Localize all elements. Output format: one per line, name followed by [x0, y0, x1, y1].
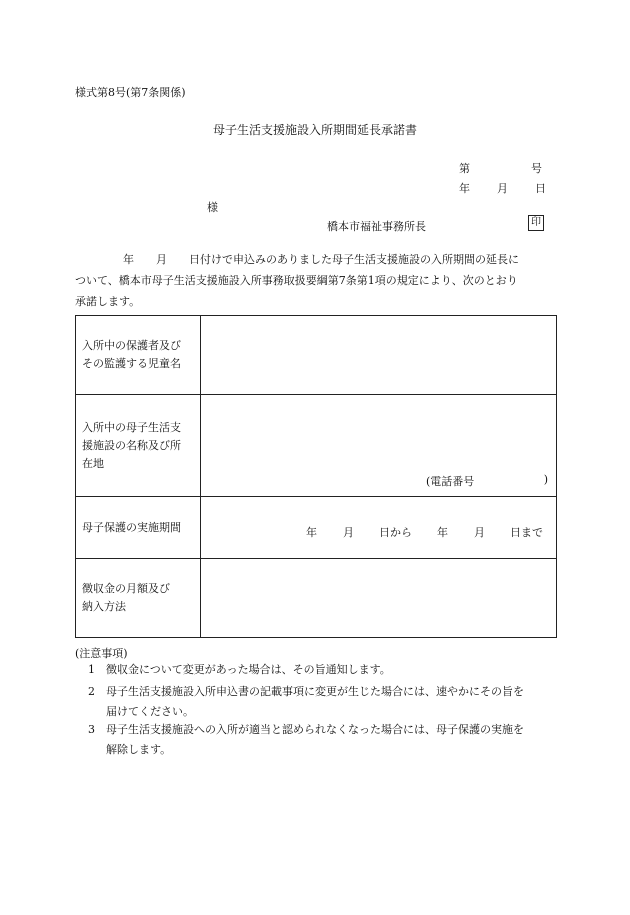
addressee-suffix: 様 [207, 201, 218, 214]
fee-label [76, 559, 201, 638]
note-text: 母子生活支援施設への入所が適当と認められなくなった場合には、母子保護の実施を [106, 723, 524, 736]
period-month1: 月 [343, 526, 354, 539]
document-title: 母子生活支援施設入所期間延長承諾書 [212, 123, 417, 137]
note-number: 1 [88, 663, 95, 676]
guardian-label-line2: その監護する児童名 [82, 357, 181, 370]
body-text [75, 249, 557, 312]
document-number-prefix: 第 [459, 162, 470, 175]
facility-label-line2: 援施設の名称及び所 [82, 438, 181, 452]
phone-label: (電話番号 [426, 475, 475, 488]
details-table [75, 315, 557, 638]
facility-label [76, 395, 201, 497]
note-item-2 [88, 682, 524, 722]
issuer-name: 橋本市福祉事務所長 [327, 220, 426, 233]
table-row-period [76, 497, 557, 559]
table-row-guardian [76, 316, 557, 395]
period-year2: 年 [437, 526, 448, 539]
note-text-continued: 解除します。 [106, 743, 172, 756]
period-value [201, 497, 557, 559]
facility-label-line1: 入所中の母子生活支 [82, 420, 181, 434]
note-text: 徴収金について変更があった場合は、その旨通知します。 [106, 663, 391, 676]
table-row-facility [76, 395, 557, 497]
guardian-label-line1: 入所中の保護者及び [82, 339, 181, 352]
date-month-label: 月 [497, 182, 508, 195]
note-number: 2 [88, 685, 95, 698]
fee-label-line2: 納入方法 [82, 600, 126, 613]
fee-label-line1: 徴収金の月額及び [82, 582, 170, 595]
seal-stamp: 印 [528, 215, 544, 231]
guardian-label [76, 316, 201, 395]
facility-label-line3: 在地 [82, 456, 104, 470]
fee-value [201, 559, 557, 638]
period-year1: 年 [306, 526, 317, 539]
period-label: 母子保護の実施期間 [76, 497, 201, 559]
facility-value [201, 395, 557, 497]
form-number: 様式第8号(第7条関係) [75, 86, 186, 99]
date-year-label: 年 [459, 182, 470, 195]
note-item-1 [88, 660, 391, 680]
notes-heading: (注意事項) [75, 647, 128, 660]
period-month2: 月 [474, 526, 485, 539]
body-line-3: 承諾します。 [75, 295, 141, 308]
body-line-2: ついて、橋本市母子生活支援施設入所事務取扱要綱第7条第1項の規定により、次のとおり [75, 274, 518, 287]
note-text: 母子生活支援施設入所申込書の記載事項に変更が生じた場合には、速やかにその旨を [106, 685, 524, 698]
phone-close-paren: ) [543, 473, 548, 486]
body-line-1: 年 月 日付けで申込みのありました母子生活支援施設の入所期間の延長に [123, 253, 519, 266]
period-to: 日まで [510, 526, 543, 539]
document-number-suffix: 号 [531, 162, 542, 175]
date-day-label: 日 [535, 182, 546, 195]
note-text-continued: 届けてください。 [106, 705, 194, 718]
note-number: 3 [88, 723, 95, 736]
guardian-value [201, 316, 557, 395]
table-row-fee [76, 559, 557, 638]
period-from: 日から [379, 526, 412, 539]
note-item-3 [88, 720, 524, 760]
